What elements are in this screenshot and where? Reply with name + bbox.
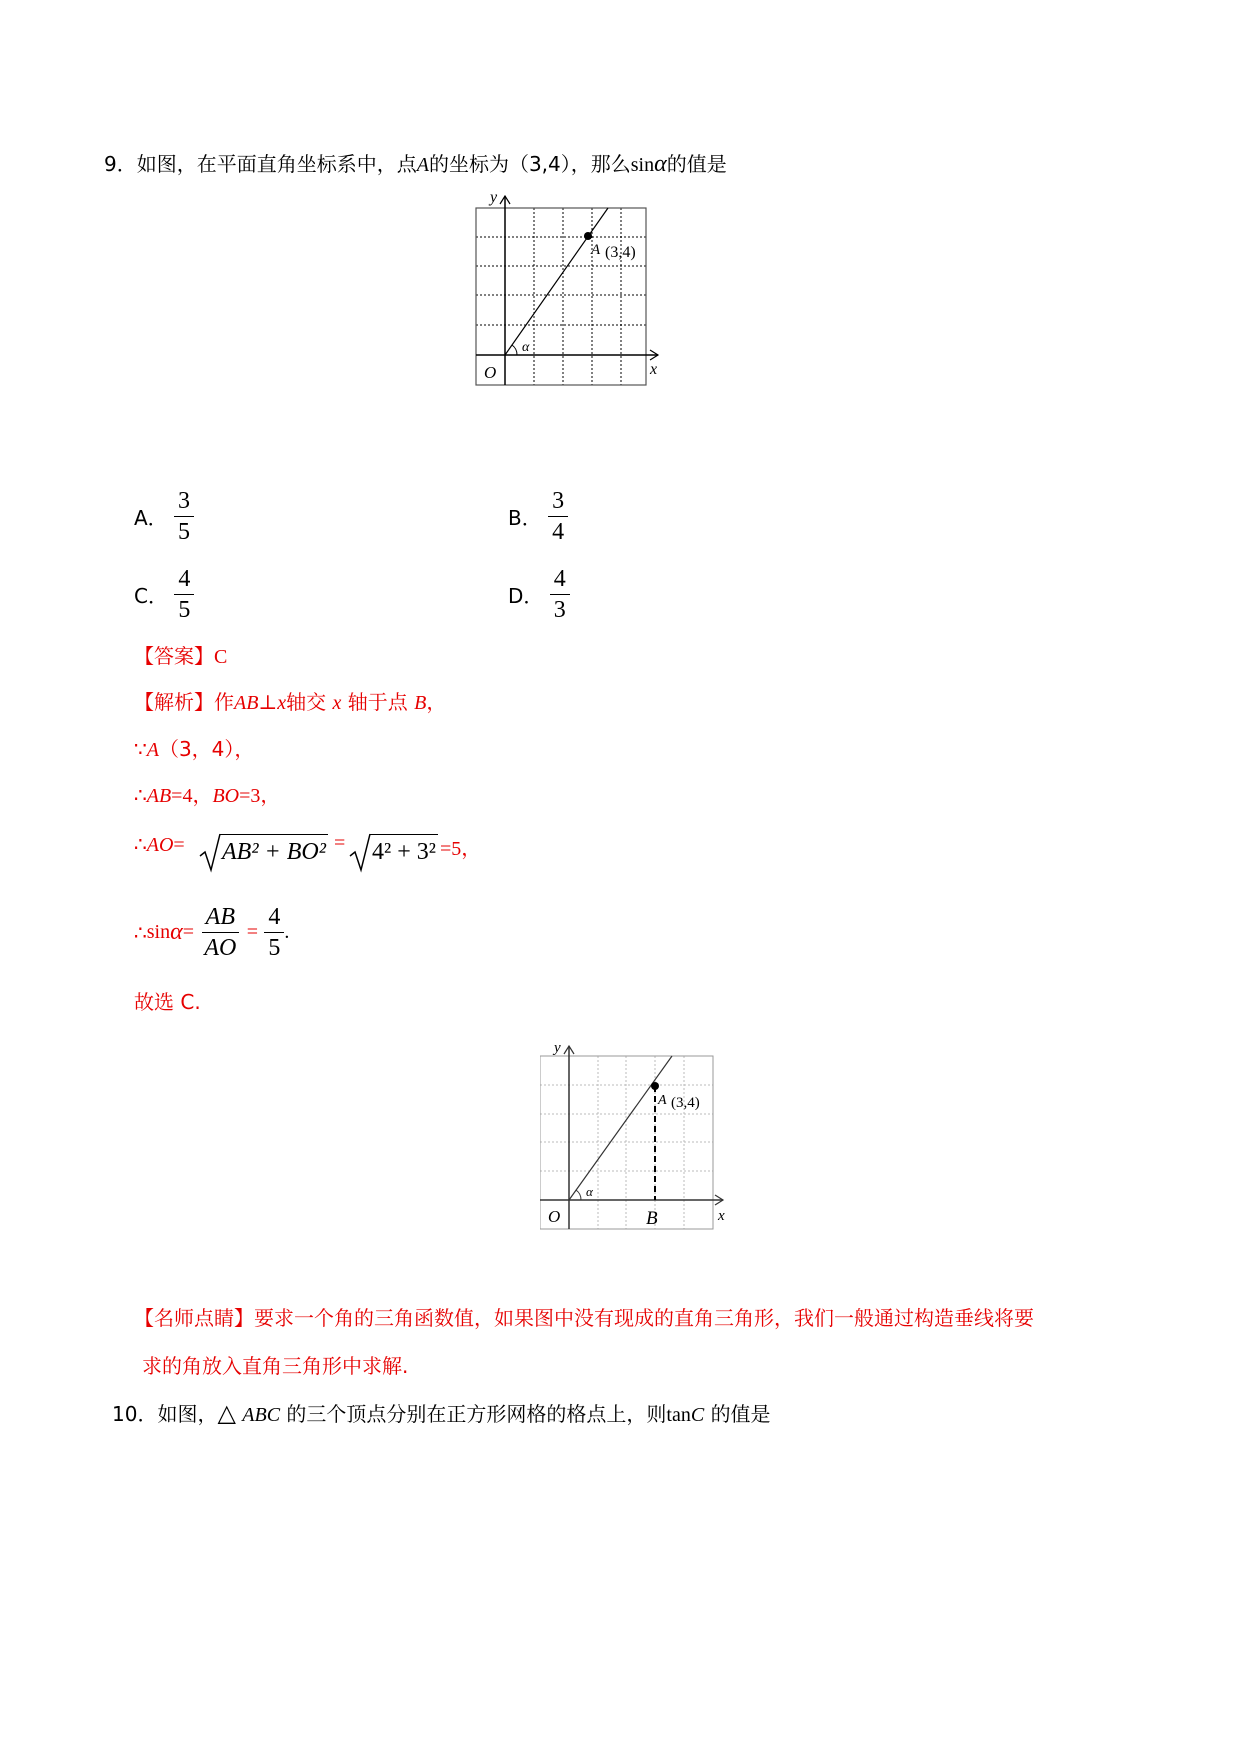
origin-label: O [484,363,497,382]
grid-lines [540,1056,713,1229]
question-number: 10．如图， [112,1402,218,1426]
question-text-coords: 的坐标为（3,4），那么 [428,152,631,176]
analysis-line-1 [134,686,446,715]
equals-symbol: = [182,921,194,943]
equals-symbol: = [173,834,185,856]
fraction-numerator: 3 [548,486,568,517]
x-axis-label: x [650,361,658,378]
fraction-denominator: 5 [178,597,191,623]
analysis-text: =3， [239,785,281,807]
alpha-symbol: α [170,919,183,945]
y-axis-label: y [490,189,498,206]
analysis-tag: 【解析】 [134,690,214,714]
answer-line [134,640,227,669]
because-symbol: ∵ [134,737,147,761]
fraction-denominator: 5 [268,935,281,961]
option-fraction [548,486,568,547]
sin-label: sin [146,921,171,943]
point-a-marker [584,232,592,240]
analysis-text: ， [426,690,447,714]
analysis-line-6: 故选 C. [134,990,201,1014]
triangle-symbol: △ [217,1399,236,1427]
question-text-end: 的值是 [666,152,727,176]
therefore-symbol: ∴ [134,832,147,856]
option-a [134,486,194,547]
ray-oa [569,1056,672,1200]
alpha-label: α [522,340,530,355]
grid-lines [476,208,646,385]
coordinate-figure-1 [470,184,670,394]
analysis-text: =4， [171,785,213,807]
tip-text: 要求一个角的三角函数值，如果图中没有现成的直角三角形，我们一般通过构造垂线将要 [254,1306,1034,1330]
radicand-1: AB² + BO² [220,834,328,866]
tip-line-2: 求的角放入直角三角形中求解. [142,1354,409,1378]
fraction-numerator: 4 [174,564,194,595]
option-fraction [550,564,570,625]
fraction-numerator: 4 [264,902,284,933]
option-label: B． [508,506,542,530]
point-a-label: A [416,154,429,176]
angle-arc [576,1190,581,1200]
analysis-text: （3，4）， [158,737,255,761]
x-var: x [332,692,342,714]
analysis-line-2 [134,733,254,762]
analysis-text: 作 [214,690,234,714]
analysis-text: 轴于点 [347,690,408,714]
fraction-denominator: AO [204,935,237,961]
option-d [508,564,570,625]
point-b-var: B [414,692,427,714]
analysis-text: 轴交 [286,690,327,714]
question-10 [112,1398,771,1427]
analysis-line-3 [134,779,280,808]
x-axis-label: x [718,1208,725,1224]
point-a-marker [651,1082,659,1090]
point-a-text: A [658,1093,667,1108]
fraction-4-5 [264,902,284,963]
sqrt-sign-1 [198,830,222,874]
alpha-label: α [586,1184,593,1199]
y-axis-label: y [554,1040,561,1056]
sin-label: sin [630,154,655,176]
perp-symbol: ⊥ [258,692,278,714]
point-a-text: A [591,242,601,258]
fraction-numerator: AB [202,902,239,933]
fraction-numerator: 4 [550,564,570,595]
fraction-denominator: 5 [178,519,191,545]
fraction-denominator: 4 [552,519,565,545]
segment-ab: AB [234,692,259,714]
equals-symbol: = [246,921,258,943]
option-label: C． [134,584,168,608]
option-fraction [174,486,194,547]
ray-oa [505,208,608,355]
segment-ao: AO [146,834,174,856]
origin-label: O [548,1207,561,1226]
segment-ab: AB [146,785,172,807]
option-label: A． [134,506,168,530]
radicand-2: 4² + 3² [370,834,438,866]
question-9 [104,148,727,178]
fraction-ab-ao [200,902,240,963]
point-a-coord: (3,4) [605,244,636,261]
angle-arc [512,345,517,355]
segment-bo: BO [212,785,240,807]
tan-label: tan [666,1404,691,1426]
fraction-denominator: 3 [553,597,566,623]
analysis-line-4 [134,832,185,876]
option-b [508,486,568,547]
option-fraction [174,564,194,625]
option-c [134,564,194,625]
answer-value: C [214,646,228,668]
equals-symbol: = [334,832,346,854]
question-text: 如图，在平面直角坐标系中，点 [136,152,417,176]
result-5: =5， [440,838,482,860]
alpha-symbol: α [654,151,667,177]
triangle-abc: ABC [242,1404,281,1426]
coordinate-figure-2 [540,1040,730,1240]
therefore-symbol: ∴ [134,783,147,807]
point-b-label: B [646,1208,658,1229]
tip-tag: 【名师点睛】 [134,1306,254,1330]
answer-tag: 【答案】 [134,644,214,668]
option-label: D． [508,584,544,608]
analysis-line-5 [134,902,289,963]
tip-line-1 [134,1302,1034,1331]
therefore-symbol: ∴ [134,920,147,945]
question-text-end: 的值是 [710,1402,771,1426]
sqrt-sign-2 [348,830,372,874]
fraction-numerator: 3 [174,486,194,517]
point-a-coord: (3,4) [671,1095,700,1111]
point-a-var: A [146,739,159,761]
period: . [284,921,290,943]
question-number: 9． [104,152,137,176]
angle-c: C [690,1404,705,1426]
x-var: x [277,692,287,714]
question-text: 的三个顶点分别在正方形网格的格点上，则 [286,1402,667,1426]
